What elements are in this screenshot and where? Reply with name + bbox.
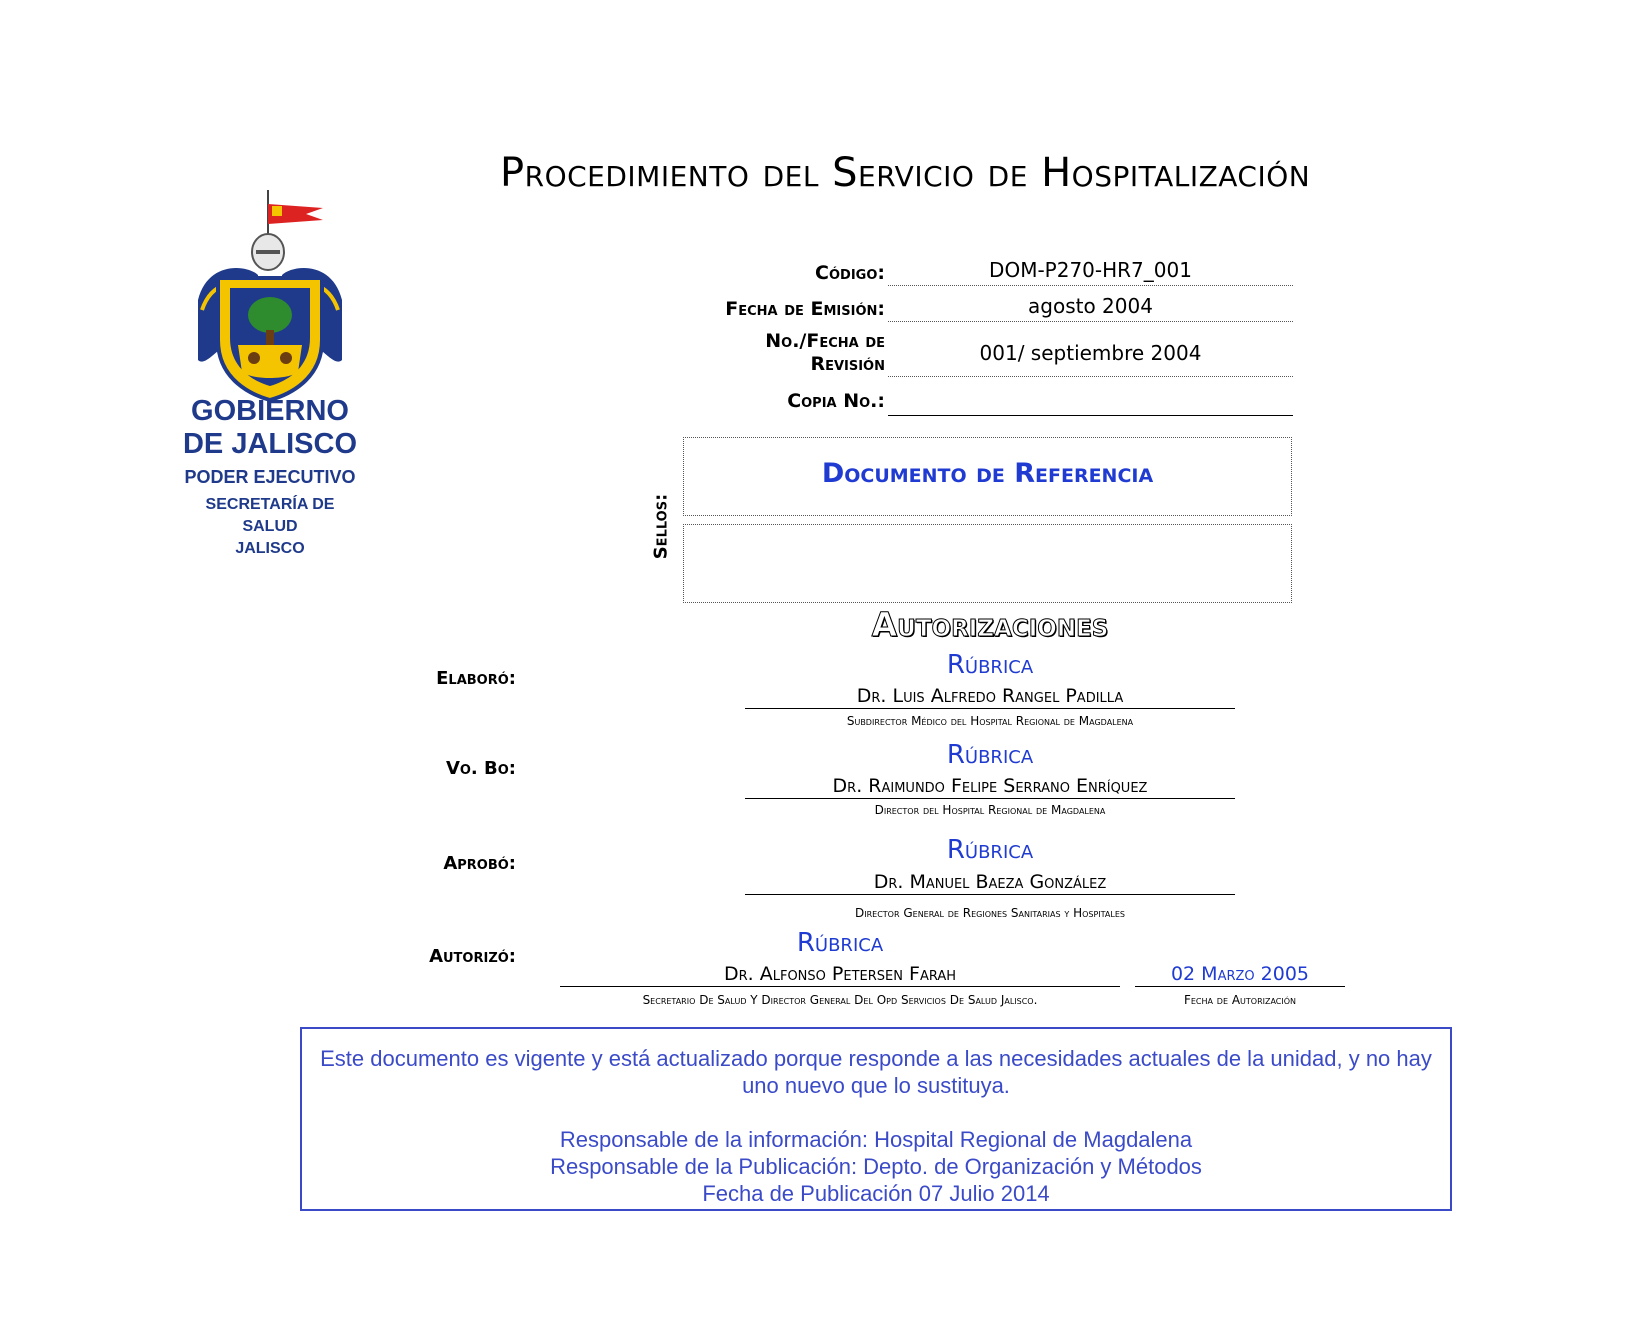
elaboro-rubrica: Rúbrica <box>946 650 1034 680</box>
elaboro-cargo: Subdirector Médico del Hospital Regional de Magdalena <box>846 714 1134 728</box>
revision-value: 001/ septiembre 2004 <box>888 333 1293 377</box>
notice-line-vigente: Este documento es vigente y está actualizado porque responde a las necesidades actuales de la unidad, y no hay uno nuevo que lo sustituya. <box>320 1046 1432 1098</box>
logo-line-gobierno: GOBIERNO <box>191 395 349 427</box>
coat-of-arms-icon <box>188 180 352 420</box>
aprobo-name: Dr. Manuel Baeza González <box>745 870 1235 895</box>
logo-line-jalisco: DE JALISCO <box>182 428 358 460</box>
page-title: Procedimiento del Servicio de Hospitalización <box>500 150 1311 196</box>
emision-value: agosto 2004 <box>888 291 1293 322</box>
logo-line-poder: PODER EJECUTIVO <box>184 467 356 487</box>
elaboro-name: Dr. Luis Alfredo Rangel Padilla <box>745 684 1235 709</box>
codigo-value: DOM-P270-HR7_001 <box>888 255 1293 286</box>
aprobo-label: Aprobó: <box>443 853 516 874</box>
autorizaciones-title: Autorizaciones <box>871 605 1109 644</box>
aprobo-cargo: Director General de Regiones Sanitarias y Hospitales <box>854 906 1125 920</box>
autorizo-date: 02 Marzo 2005 <box>1135 962 1345 987</box>
government-logo <box>170 180 370 600</box>
autorizo-cargo: Secretario De Salud Y Director General Del Opd Servicios De Salud Jalisco. <box>642 993 1038 1007</box>
codigo-label: Código: <box>815 262 885 284</box>
vobo-rubrica: Rúbrica <box>946 740 1034 770</box>
autorizo-label: Autorizó: <box>429 946 516 967</box>
notice-line-responsable-publicacion: Responsable de la Publicación: Depto. de Organización y Métodos <box>550 1154 1202 1179</box>
doc-ref-stamp: Documento de Referencia <box>821 458 1154 489</box>
copia-label: Copia No.: <box>787 390 885 412</box>
revision-label-line2: Revisión <box>810 353 885 375</box>
sellos-label: Sellos: <box>650 493 672 560</box>
logo-line-salud: SALUD <box>242 518 298 535</box>
sello-box-bottom <box>683 524 1292 603</box>
autorizo-date-label: Fecha de Autorización <box>1183 993 1297 1007</box>
revision-label <box>765 330 885 376</box>
autorizo-name: Dr. Alfonso Petersen Farah <box>560 962 1120 987</box>
vobo-name: Dr. Raimundo Felipe Serrano Enríquez <box>745 774 1235 799</box>
vobo-cargo: Director del Hospital Regional de Magdalena <box>874 803 1106 817</box>
sello-box-top <box>683 437 1292 516</box>
elaboro-label: Elaboró: <box>436 668 516 689</box>
vobo-label: Vo. Bo: <box>445 758 516 779</box>
vigencia-notice <box>300 1027 1452 1211</box>
copia-value <box>888 385 1293 416</box>
aprobo-rubrica: Rúbrica <box>946 835 1034 865</box>
logo-line-jalisco-2: JALISCO <box>235 540 305 557</box>
autorizo-rubrica: Rúbrica <box>796 928 884 958</box>
emision-label: Fecha de Emisión: <box>725 298 885 320</box>
notice-line-fecha-publicacion: Fecha de Publicación 07 Julio 2014 <box>702 1181 1050 1206</box>
logo-line-secretaria: SECRETARÍA DE <box>205 496 335 513</box>
revision-label-line1: No./Fecha de <box>765 330 885 352</box>
notice-line-responsable-info: Responsable de la información: Hospital Regional de Magdalena <box>559 1127 1193 1152</box>
